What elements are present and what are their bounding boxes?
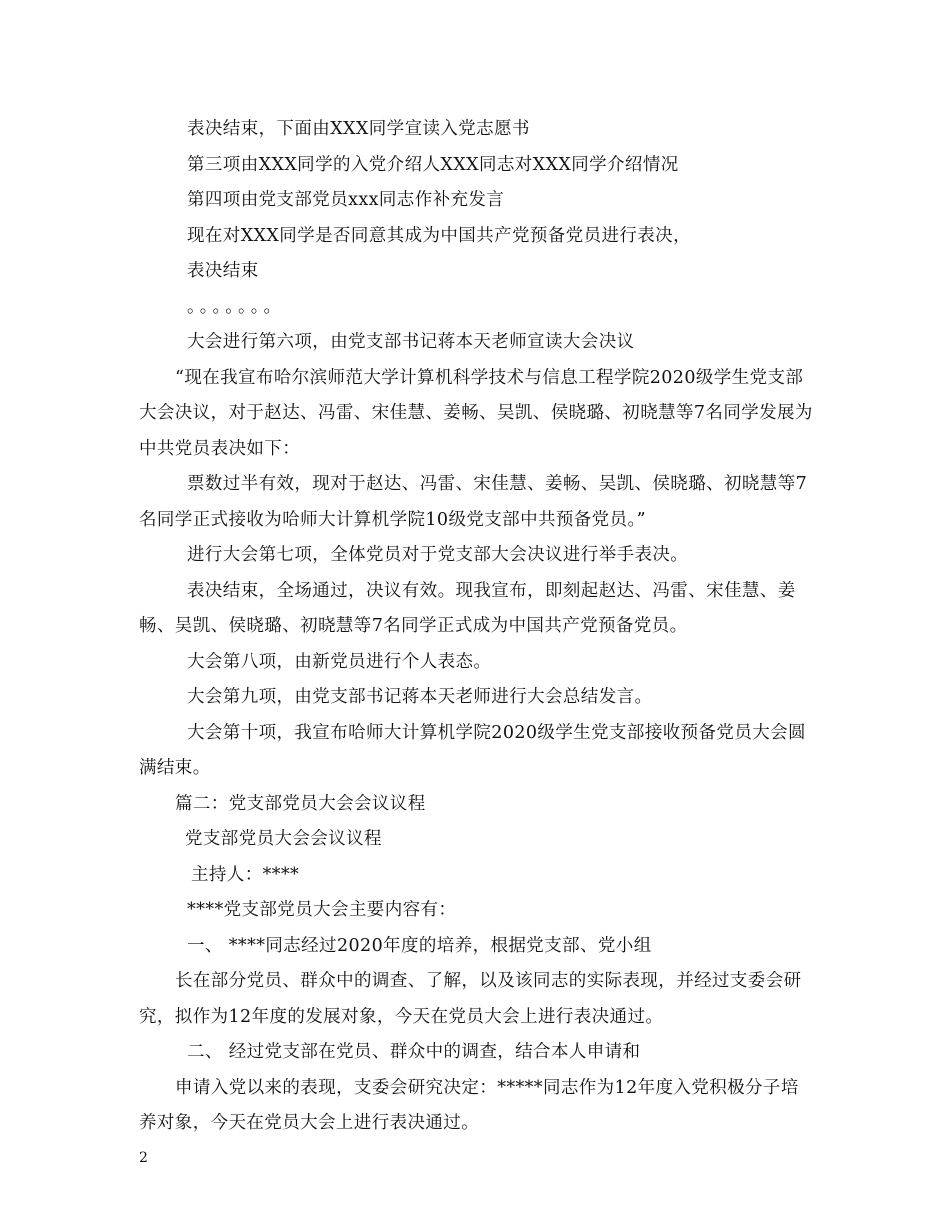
host-line: 主持人：****	[191, 864, 300, 885]
paragraph: 表决结束	[187, 261, 259, 281]
paragraph: 大会第九项，由党支部书记蒋本天老师进行大会总结发言。	[187, 687, 653, 707]
section-title: 党支部党员大会会议议程	[185, 829, 382, 849]
list-item-one: 一、 ****同志经过2020年度的培养，根据党支部、党小组	[187, 935, 652, 956]
paragraph: 第四项由党支部党员xxx同志作补充发言	[187, 190, 505, 210]
paragraph: 第三项由XXX同学的入党介绍人XXX同志对XXX同学介绍情况	[187, 154, 679, 175]
paragraph: 大会第十项，我宣布哈师大计算机学院2020级学生党支部接收预备党员大会圆满结束。	[139, 722, 806, 778]
ellipsis-line: 。。。。。。。	[187, 296, 285, 317]
paragraph: 长在部分党员、群众中的调查、了解，以及该同志的实际表现，并经过支委会研究，拟作为12年度的发展对象，今天在党员大会上进行表决通过。	[139, 971, 802, 1027]
resolution-paragraph: “现在我宣布哈尔滨师范大学计算机科学技术与信息工程学院2020级学生党支部大会决议，对于赵达、冯雷、宋佳慧、姜畅、吴凯、侯晓璐、初晓慧等7名同学发展为中共党员表决如下：	[139, 367, 813, 459]
paragraph: 现在对XXX同学是否同意其成为中国共产党预备党员进行表决，	[187, 225, 691, 246]
paragraph: 大会进行第六项，由党支部书记蒋本天老师宣读大会决议	[187, 332, 635, 352]
paragraph: 进行大会第七项，全体党员对于党支部大会决议进行举手表决。	[187, 545, 689, 565]
section-heading: 篇二：党支部党员大会会议议程	[175, 793, 426, 814]
paragraph: ****党支部党员大会主要内容有：	[187, 900, 457, 920]
document-body	[139, 112, 815, 1142]
paragraph: 表决结束，下面由XXX同学宣读入党志愿书	[187, 119, 530, 139]
page-number: 2	[139, 1150, 148, 1166]
paragraph: 票数过半有效，现对于赵达、冯雷、宋佳慧、姜畅、吴凯、侯晓璐、初晓慧等7名同学正式接收为哈师大计算机学院10级党支部中共预备党员。”	[139, 474, 808, 530]
list-item-two: 二、 经过党支部在党员、群众中的调查，结合本人申请和	[187, 1042, 641, 1062]
paragraph: 大会第八项，由新党员进行个人表态。	[187, 651, 492, 672]
paragraph: 表决结束，全场通过，决议有效。现我宣布，即刻起赵达、冯雷、宋佳慧、姜畅、吴凯、侯晓璐、初晓慧等7名同学正式成为中国共产党预备党员。	[139, 580, 796, 636]
paragraph: 申请入党以来的表现，支委会研究决定：*****同志作为12年度入党积极分子培养对象，今天在党员大会上进行表决通过。	[139, 1077, 799, 1133]
